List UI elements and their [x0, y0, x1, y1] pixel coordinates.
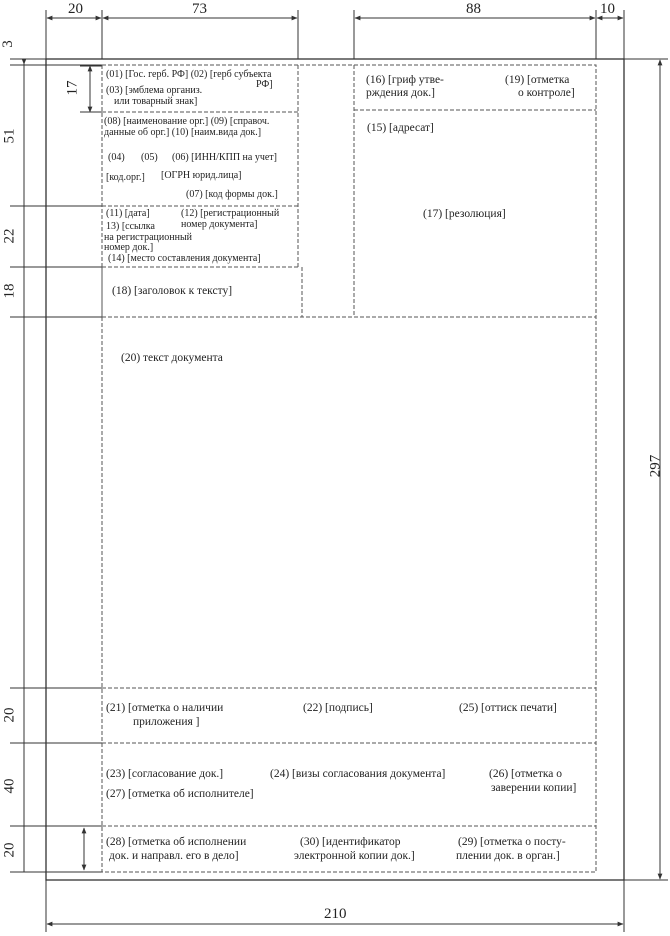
dim-left-20a: 20: [1, 707, 18, 723]
field-16: (16) [гриф утве-: [366, 74, 444, 86]
field-04: (04): [108, 152, 125, 163]
field-12-cont: номер документа]: [181, 219, 258, 230]
dim-left-22: 22: [1, 228, 18, 244]
dim-left-18: 18: [1, 283, 18, 299]
dim-top-10: 10: [600, 1, 615, 17]
field-kod-org: [код.орг.]: [106, 172, 145, 183]
field-20: (20) текст документа: [121, 352, 223, 364]
dim-right-297: 297: [647, 454, 664, 478]
field-18: (18) [заголовок к тексту]: [112, 285, 233, 297]
field-13-cont2: номер док.]: [104, 242, 154, 253]
dim-left-3: 3: [0, 40, 16, 48]
field-03: (03) [эмблема организ.: [106, 85, 203, 96]
dim-top-88: 88: [466, 1, 481, 17]
dim-bottom-210: 210: [324, 906, 347, 922]
field-21: (21) [отметка о наличии: [106, 702, 224, 714]
dim-top-20: 20: [68, 1, 83, 17]
field-19-cont: о контроле]: [518, 87, 575, 99]
field-29-cont: плении док. в орган.]: [456, 850, 560, 862]
field-26-cont: заверении копии]: [491, 782, 577, 794]
field-21-cont: приложения ]: [133, 716, 200, 728]
field-14: (14) [место составления документа]: [108, 253, 261, 264]
field-16-cont: рждения док.]: [366, 87, 436, 99]
dim-left-20b: 20: [1, 842, 18, 858]
field-25: (25) [оттиск печати]: [459, 702, 557, 714]
field-22: (22) [подпись]: [303, 702, 373, 714]
field-08-09: (08) [наименование орг.] (09) [справоч.: [104, 116, 270, 127]
field-05: (05): [141, 152, 158, 163]
field-ogrn: [ОГРН юрид.лица]: [161, 170, 242, 181]
field-07: (07) [код формы док.]: [186, 189, 278, 200]
dim-left-40: 40: [1, 778, 18, 794]
field-19: (19) [отметка: [505, 74, 570, 86]
field-01-02: (01) [Гос. герб. РФ] (02) [герб субъекта: [106, 69, 272, 80]
field-11: (11) [дата]: [106, 208, 150, 219]
field-30: (30) [идентификатор: [300, 836, 401, 848]
field-03-cont: или товарный знак]: [114, 96, 198, 107]
field-23: (23) [согласование док.]: [106, 768, 224, 780]
dim-left-51: 51: [1, 128, 18, 144]
field-13: 13) [ссылка: [106, 221, 155, 232]
field-28: (28) [отметка об исполнении: [106, 836, 247, 848]
field-06: (06) [ИНН/КПП на учет]: [172, 152, 278, 163]
field-27: (27) [отметка об исполнителе]: [106, 788, 254, 800]
field-24: (24) [визы согласования документа]: [270, 768, 446, 780]
field-17: (17) [резолюция]: [423, 208, 506, 220]
field-15: (15) [адресат]: [367, 122, 434, 134]
field-02-cont: РФ]: [256, 79, 273, 90]
field-09-10: данные об орг.] (10) [наим.вида док.]: [104, 127, 262, 138]
field-12: (12) [регистрационный: [181, 208, 280, 219]
field-30-cont: электронной копии док.]: [294, 850, 415, 862]
dim-top-73: 73: [192, 1, 207, 17]
field-26: (26) [отметка о: [489, 768, 563, 780]
field-13-cont1: на регистрационный: [104, 232, 193, 243]
field-28-cont: док. и направл. его в дело]: [109, 850, 239, 862]
field-29: (29) [отметка о посту-: [458, 836, 566, 848]
dim-left-17: 17: [64, 80, 81, 96]
